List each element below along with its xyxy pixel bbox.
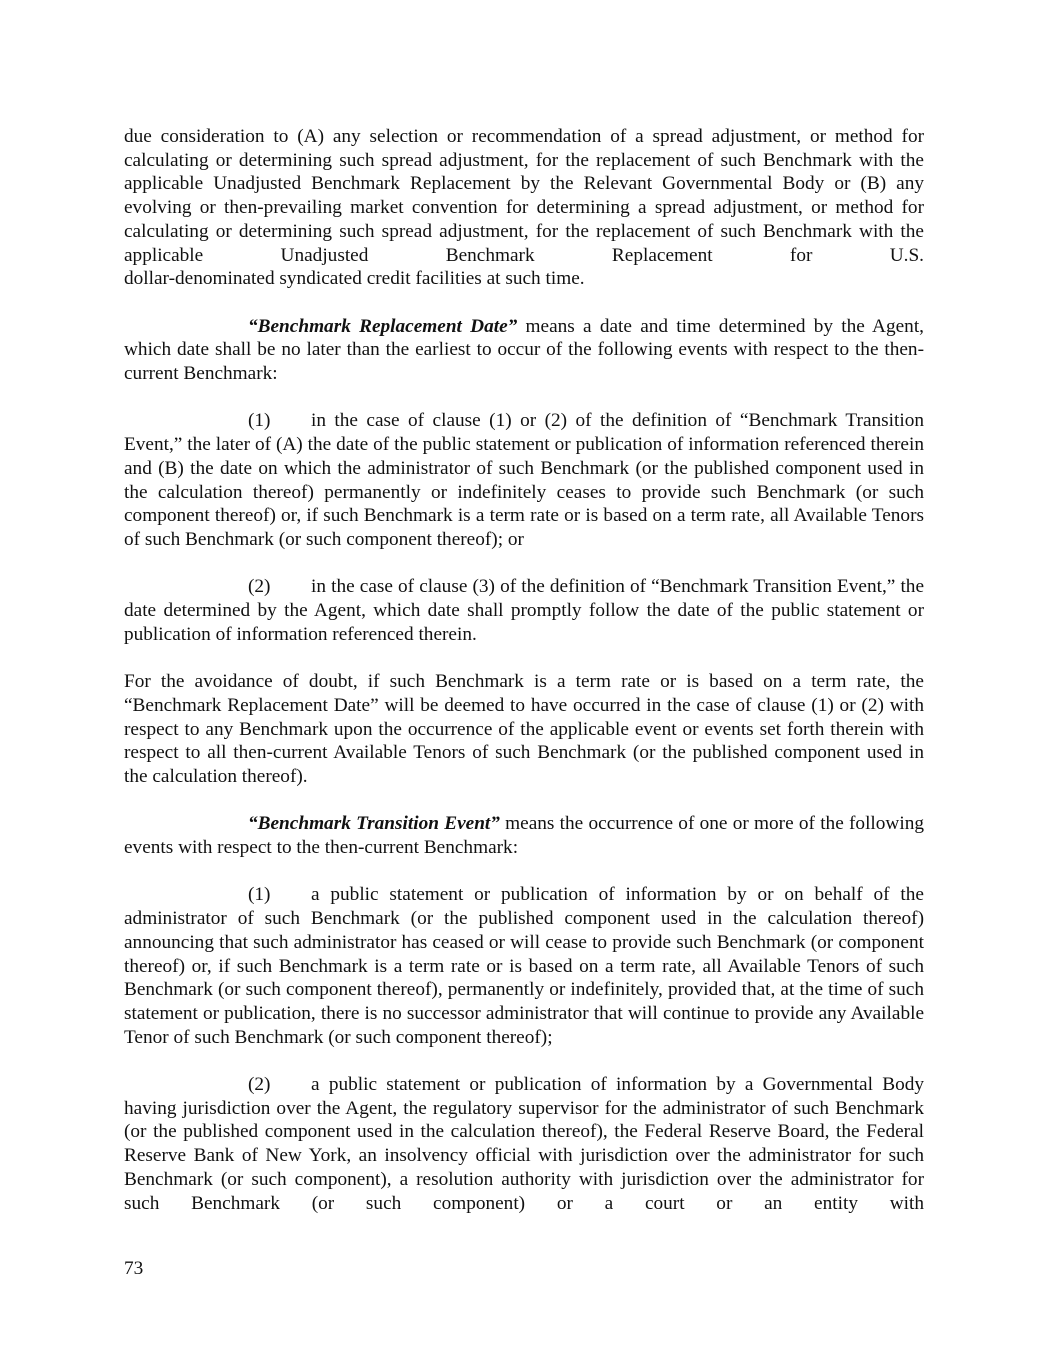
definition-text: means a date and time determined by the Agent, which date shall be no later than the earliest to occur of the following events with respect to the then-current Benchmark: bbox=[124, 315, 924, 385]
item-number: (2) bbox=[248, 576, 271, 598]
continued-paragraph-end: dollar-denominated syndicated credit facilities at such time. bbox=[124, 268, 585, 290]
item-text: in the case of clause (1) or (2) of the definition of “Benchmark Transition Event,” the later of (A) the date of the public statement or publication of information referenced therein and (B) the date on which the administrator of such Benchmark (or the published component used in the calculation thereof) permanently or indefinitely ceases to provide such Benchmark (or such component thereof) or, if such Benchmark is a term rate or is based on a term rate, all Available Tenors of such Benchmark (or such component thereof); or bbox=[124, 410, 924, 550]
list-item bbox=[124, 883, 924, 1049]
item-number: (1) bbox=[248, 884, 271, 906]
definition-benchmark-transition-event bbox=[124, 812, 924, 859]
continued-paragraph bbox=[124, 125, 924, 291]
defined-term: “Benchmark Transition Event” bbox=[248, 813, 500, 835]
defined-term: “Benchmark Replacement Date” bbox=[248, 315, 518, 337]
page-number: 73 bbox=[124, 1258, 144, 1279]
document-page bbox=[124, 125, 924, 1239]
definition-benchmark-replacement-date bbox=[124, 315, 924, 386]
avoidance-paragraph: For the avoidance of doubt, if such Benchmark is a term rate or is based on a term rate, the “Benchmark Replacement Date” will be deemed to have occurred in the case of clause (1) or (2) with respect to any Benchmark upon the occurrence of the applicable event or events set forth therein with respect to all then-current Available Tenors of such Benchmark (or the published component used in the calculation thereof). bbox=[124, 671, 924, 787]
item-text: in the case of clause (3) of the definition of “Benchmark Transition Event,” the date determined by the Agent, which date shall promptly follow the date of the public statement or publication of information referenced therein. bbox=[124, 576, 924, 645]
item-text: a public statement or publication of information by or on behalf of the administrator of such Benchmark (or the published component used in the calculation thereof) announcing that such administrator has ceased or will cease to provide such Benchmark (or component thereof) or, if such Benchmark is a term rate or is based on a term rate, all Available Tenors of such Benchmark (or such component thereof), permanently or indefinitely, provided that, at the time of such statement or publication, there is no successor administrator that will continue to provide any Available Tenor of such Benchmark (or such component thereof); bbox=[124, 884, 924, 1048]
list-item bbox=[124, 1073, 924, 1215]
item-number: (1) bbox=[248, 410, 271, 432]
item-text: a public statement or publication of information by a Governmental Body having jurisdiction over the Agent, the regulatory supervisor for the administrator of such Benchmark (or the published component used in the calculation thereof), the Federal Reserve Board, the Federal Reserve Bank of New York, an insolvency official with jurisdiction over the administrator for such Benchmark (or such component), a resolution authority with jurisdiction over the administrator for such Benchmark (or such component) or a court or an entity with bbox=[124, 1074, 924, 1214]
list-item bbox=[124, 575, 924, 646]
continued-paragraph-body: due consideration to (A) any selection or recommendation of a spread adjustment, or method for calculating or determining such spread adjustment, for the replacement of such Benchmark with the applicable Unadjusted Benchmark Replacement by the Relevant Governmental Body or (B) any evolving or then-prevailing market convention for determining a spread adjustment, or method for calculating or determining such spread adjustment, for the replacement of such Benchmark with the applicable Unadjusted Benchmark Replacement for U.S. bbox=[124, 126, 924, 266]
definition-text: means the occurrence of one or more of the following events with respect to the then-current Benchmark: bbox=[124, 813, 924, 859]
item-number: (2) bbox=[248, 1074, 271, 1096]
list-item bbox=[124, 409, 924, 551]
